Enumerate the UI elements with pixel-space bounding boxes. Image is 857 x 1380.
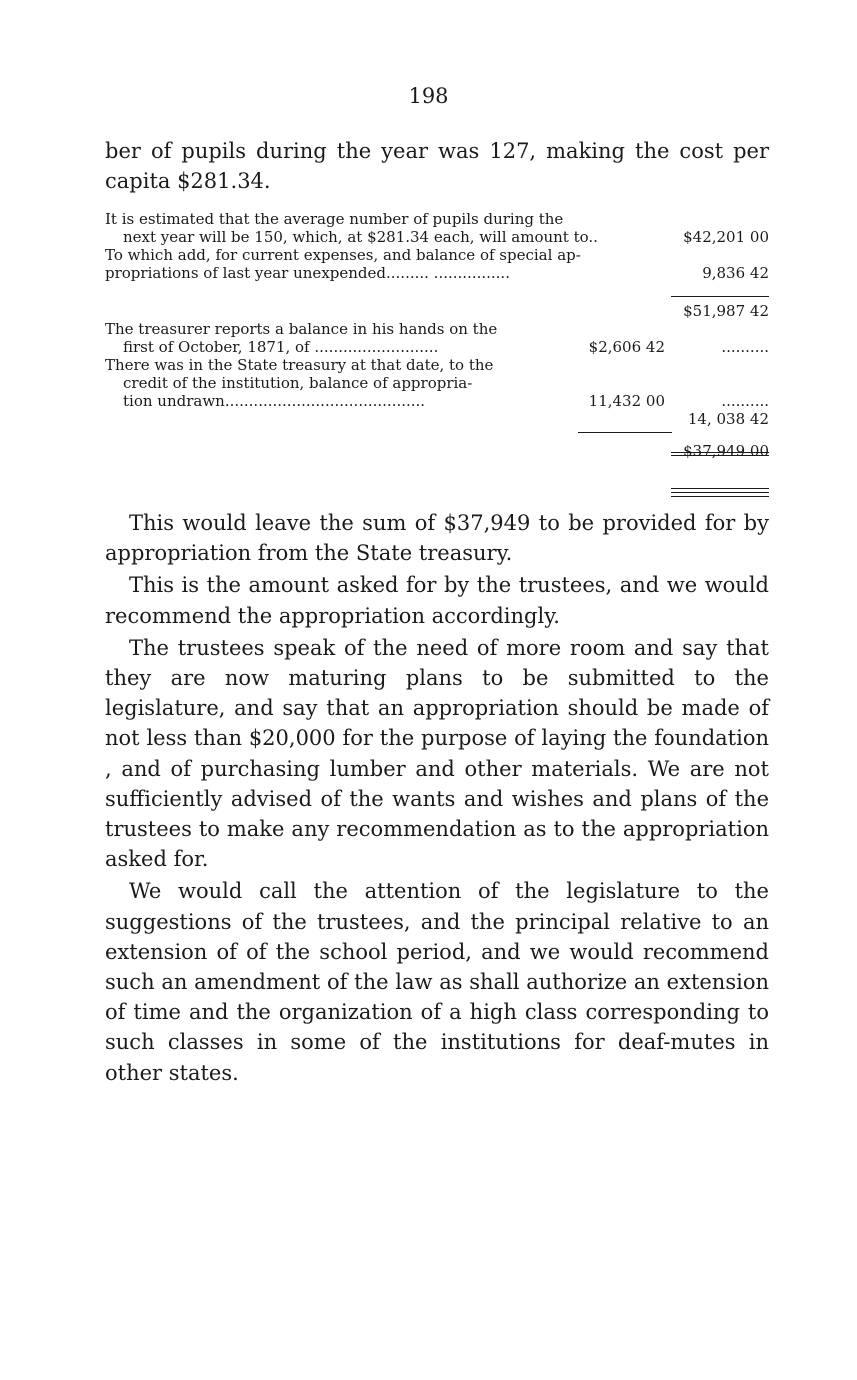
total-amount: $37,949 00 <box>683 442 769 460</box>
state-row-1 <box>105 356 769 374</box>
subtotal-amount: $51,987 42 <box>683 302 769 320</box>
state-amount: 11,432 00 <box>588 392 665 410</box>
state-label-2: credit of the institution, balance of appropria- <box>123 374 473 392</box>
state-label-1: There was in the State treasury at that date, to the <box>105 356 494 374</box>
estimate-row-2 <box>105 228 769 246</box>
paragraph: This is the amount asked for by the trustees, and we would recommend the appropriation accordingly. <box>105 573 769 628</box>
total-rule-bottom-3 <box>671 496 769 497</box>
treasurer-row-1 <box>105 320 769 338</box>
paragraph: The trustees speak of the need of more room and say that they are now maturing plans to be submitted to the legislature, and say that an appropriation should be made of not less than $20,000 for the purpose of laying the foundation , and of purchasing lumber and other materials. We are not sufficiently advised of the wants and wishes and plans of the trustees to make any recommendation as to the appropriation asked for. <box>105 635 769 872</box>
paragraph: We would call the attention of the legislature to the suggestions of the trustees, and the principal relative to an extension of of the school period, and we would recommend such an amendment of the law as shall authorize an extension of time and the organization of a high class corresponding to such classes in some of the institutions for deaf-mutes in other states. <box>105 879 769 1085</box>
total-row <box>105 442 769 460</box>
current-row-2 <box>105 264 769 282</box>
current-label-1: To which add, for current expenses, and balance of special ap- <box>105 246 581 264</box>
page-number: 198 <box>408 84 449 108</box>
total-rule-bottom-2 <box>671 492 769 493</box>
deduction-rule <box>578 432 672 433</box>
deduction-amount: 14, 038 42 <box>687 410 769 428</box>
current-row-1 <box>105 246 769 264</box>
estimate-label-2: next year will be 150, which, at $281.34 each, will amount to.. <box>123 228 598 246</box>
current-label-2: propriations of last year unexpended......... ................ <box>105 264 510 282</box>
deduction-row <box>105 410 769 428</box>
paragraph: This would leave the sum of $37,949 to be provided for by appropriation from the State treasury. <box>105 511 769 566</box>
treasurer-label-1: The treasurer reports a balance in his hands on the <box>105 320 498 338</box>
state-row-2 <box>105 374 769 392</box>
state-dots: .......... <box>721 392 769 410</box>
treasurer-label-2: first of October, 1871, of .......................... <box>123 338 439 356</box>
subtotal-row <box>105 302 769 320</box>
estimate-amount: $42,201 00 <box>683 228 769 246</box>
treasurer-dots: .......... <box>721 338 769 356</box>
lead-paragraph <box>105 136 769 196</box>
current-amount: 9,836 42 <box>702 264 769 282</box>
estimate-label-1: It is estimated that the average number of pupils during the <box>105 210 564 228</box>
state-row-3 <box>105 392 769 410</box>
lead-text: ber of pupils during the year was 127, making the cost per capita $281.34. <box>105 139 769 193</box>
total-rule-bottom <box>671 488 769 489</box>
accounts-table <box>105 210 769 460</box>
treasurer-amount: $2,606 42 <box>588 338 665 356</box>
treasurer-row-2 <box>105 338 769 356</box>
state-label-3: tion undrawn.......................................... <box>123 392 426 410</box>
subtotal-rule <box>671 296 769 297</box>
estimate-row-1 <box>105 210 769 228</box>
body-paragraphs <box>105 508 769 1090</box>
